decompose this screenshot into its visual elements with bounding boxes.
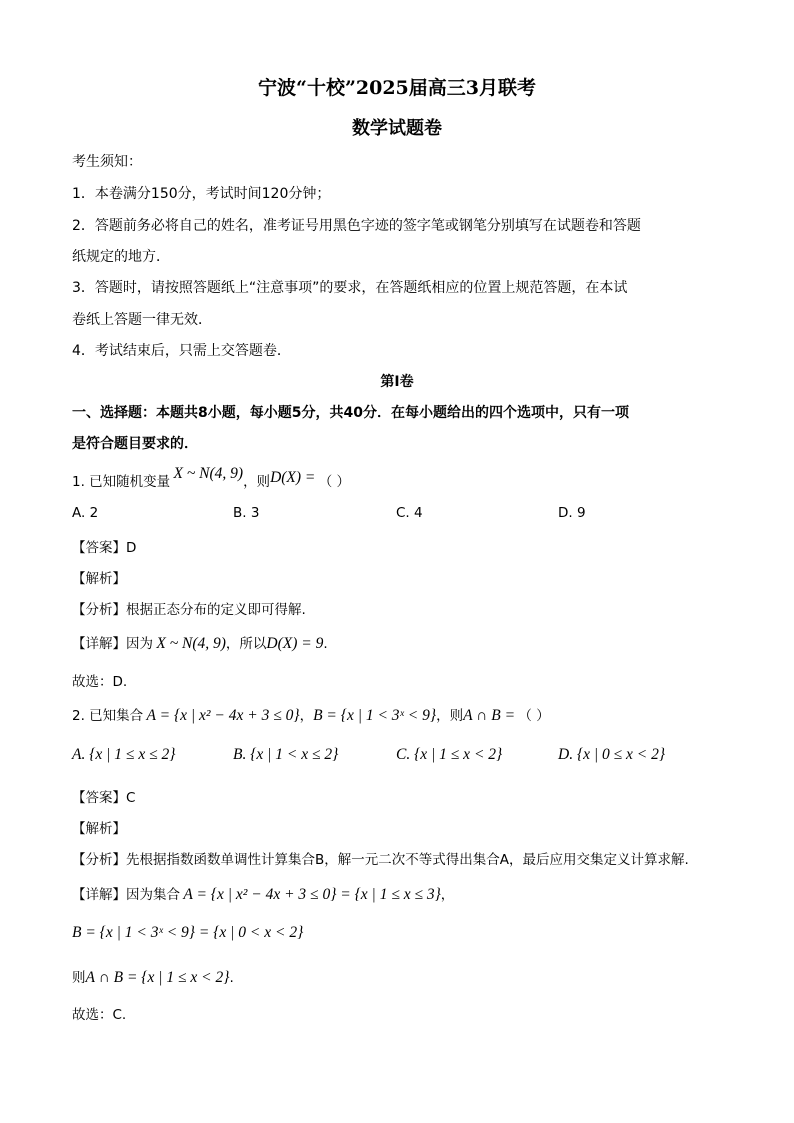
volume-label: 第Ⅰ卷: [380, 374, 414, 390]
question-2: [72, 704, 550, 725]
q2-option-d-text: D. {x | 0 ≤ x < 2}: [558, 746, 666, 763]
q1-fenxi-tag: 【分析】: [72, 602, 126, 618]
exam-title: 宁波“十校”2025届高三3月联考: [258, 77, 536, 99]
q1-prefix: 1. 已知随机变量: [72, 474, 171, 490]
q1-condition: X ~ N(4, 9): [173, 465, 244, 482]
notice-item-2-cont: 纸规定的地方．: [72, 249, 170, 265]
q2-detail-line3: [72, 966, 234, 987]
q2-option-b-text: B. {x | 1 < x ≤ 2}: [233, 746, 339, 763]
q2-detail-line2: [72, 924, 303, 942]
q2-detail3-pre: 则: [72, 970, 86, 986]
q1-ask: D(X) =: [270, 469, 316, 486]
q2-option-d: [558, 746, 665, 764]
q2-set-b: B = {x | 1 < 3ˣ < 9}: [313, 707, 437, 724]
q1-detail-tag: 【详解】: [72, 636, 126, 652]
q2-detail1-end: ，: [440, 887, 455, 903]
q1-option-d: D. 9: [558, 505, 586, 521]
q1-detail: [72, 632, 328, 653]
q1-detail-result: D(X) = 9: [266, 635, 324, 652]
q1-fenxi-text: 根据正态分布的定义即可得解.: [126, 602, 306, 618]
q2-answer-value: C: [126, 790, 136, 806]
q2-option-b: [233, 746, 338, 764]
q2-analysis-tag: 【解析】: [72, 821, 126, 837]
section-intro-line2: 是符合题目要求的．: [72, 436, 198, 452]
notice-item-1: 1．本卷满分150分，考试时间120分钟；: [72, 186, 331, 202]
notice-item-4: 4．考试结束后，只需上交答题卷．: [72, 343, 291, 359]
q2-ask: A ∩ B =: [463, 707, 516, 724]
q2-answer-tag: 【答案】: [72, 790, 126, 806]
q1-conclusion: 故选：D.: [72, 674, 128, 690]
q1-option-c: C. 4: [396, 505, 423, 521]
section-intro-line1: 一、选择题：本题共8小题，每小题5分，共40分．在每小题给出的四个选项中，只有一项: [72, 405, 629, 421]
q2-conclusion: 故选：C.: [72, 1007, 127, 1023]
notice-item-3: 3．答题时，请按照答题纸上“注意事项”的要求，在答题纸相应的位置上规范答题，在本试: [72, 280, 628, 296]
q1-detail-condition: X ~ N(4, 9): [156, 635, 226, 652]
q2-fenxi-text: 先根据指数函数单调性计算集合B，解一元二次不等式得出集合A，最后应用交集定义计算求解.: [126, 852, 689, 868]
q2-detail-tag: 【详解】: [72, 887, 126, 903]
q2-prefix: 2. 已知集合: [72, 708, 144, 724]
q1-detail-pre: 因为: [126, 636, 153, 652]
q1-fenxi: [72, 598, 306, 618]
q2-set-a: A = {x | x² − 4x + 3 ≤ 0}: [146, 707, 300, 724]
q1-detail-mid: ，所以: [225, 636, 267, 652]
q2-comma: ，: [299, 708, 314, 724]
exam-subtitle: 数学试题卷: [352, 118, 442, 139]
q1-mid: ，则: [243, 474, 271, 490]
q1-answer: [72, 536, 136, 556]
q1-detail-end: .: [323, 636, 328, 652]
q2-option-c-text: C. {x | 1 ≤ x < 2}: [396, 746, 503, 763]
q2-detail2-math: B = {x | 1 < 3ˣ < 9} = {x | 0 < x < 2}: [72, 924, 304, 941]
q1-option-b: B. 3: [233, 505, 260, 521]
q2-option-c: [396, 746, 502, 764]
q2-detail1-math: A = {x | x² − 4x + 3 ≤ 0} = {x | 1 ≤ x ≤ 3}: [183, 886, 441, 903]
q1-blank: （ ）: [318, 474, 351, 490]
q2-fenxi: [72, 848, 689, 868]
q2-mid: ，则: [436, 708, 464, 724]
q2-detail3-end: .: [229, 970, 234, 986]
q2-detail1-pre: 因为集合: [126, 887, 180, 903]
q2-detail-line1: [72, 883, 454, 904]
q1-answer-tag: 【答案】: [72, 540, 126, 556]
question-1: [72, 465, 351, 491]
notice-heading: 考生须知：: [72, 154, 142, 170]
q2-fenxi-tag: 【分析】: [72, 852, 126, 868]
q2-option-a-text: A. {x | 1 ≤ x ≤ 2}: [72, 746, 176, 763]
notice-item-3-cont: 卷纸上答题一律无效．: [72, 312, 212, 328]
q2-option-a: [72, 746, 175, 764]
q2-detail3-math: A ∩ B = {x | 1 ≤ x < 2}: [85, 969, 230, 986]
notice-item-2: 2．答题前务必将自己的姓名，准考证号用黑色字迹的签字笔或钢笔分别填写在试题卷和答题: [72, 218, 641, 234]
q1-analysis-tag: 【解析】: [72, 571, 126, 587]
q1-answer-value: D: [126, 540, 137, 556]
q2-answer: [72, 786, 135, 806]
q1-option-a: A. 2: [72, 505, 99, 521]
q2-blank: （ ）: [518, 708, 550, 724]
